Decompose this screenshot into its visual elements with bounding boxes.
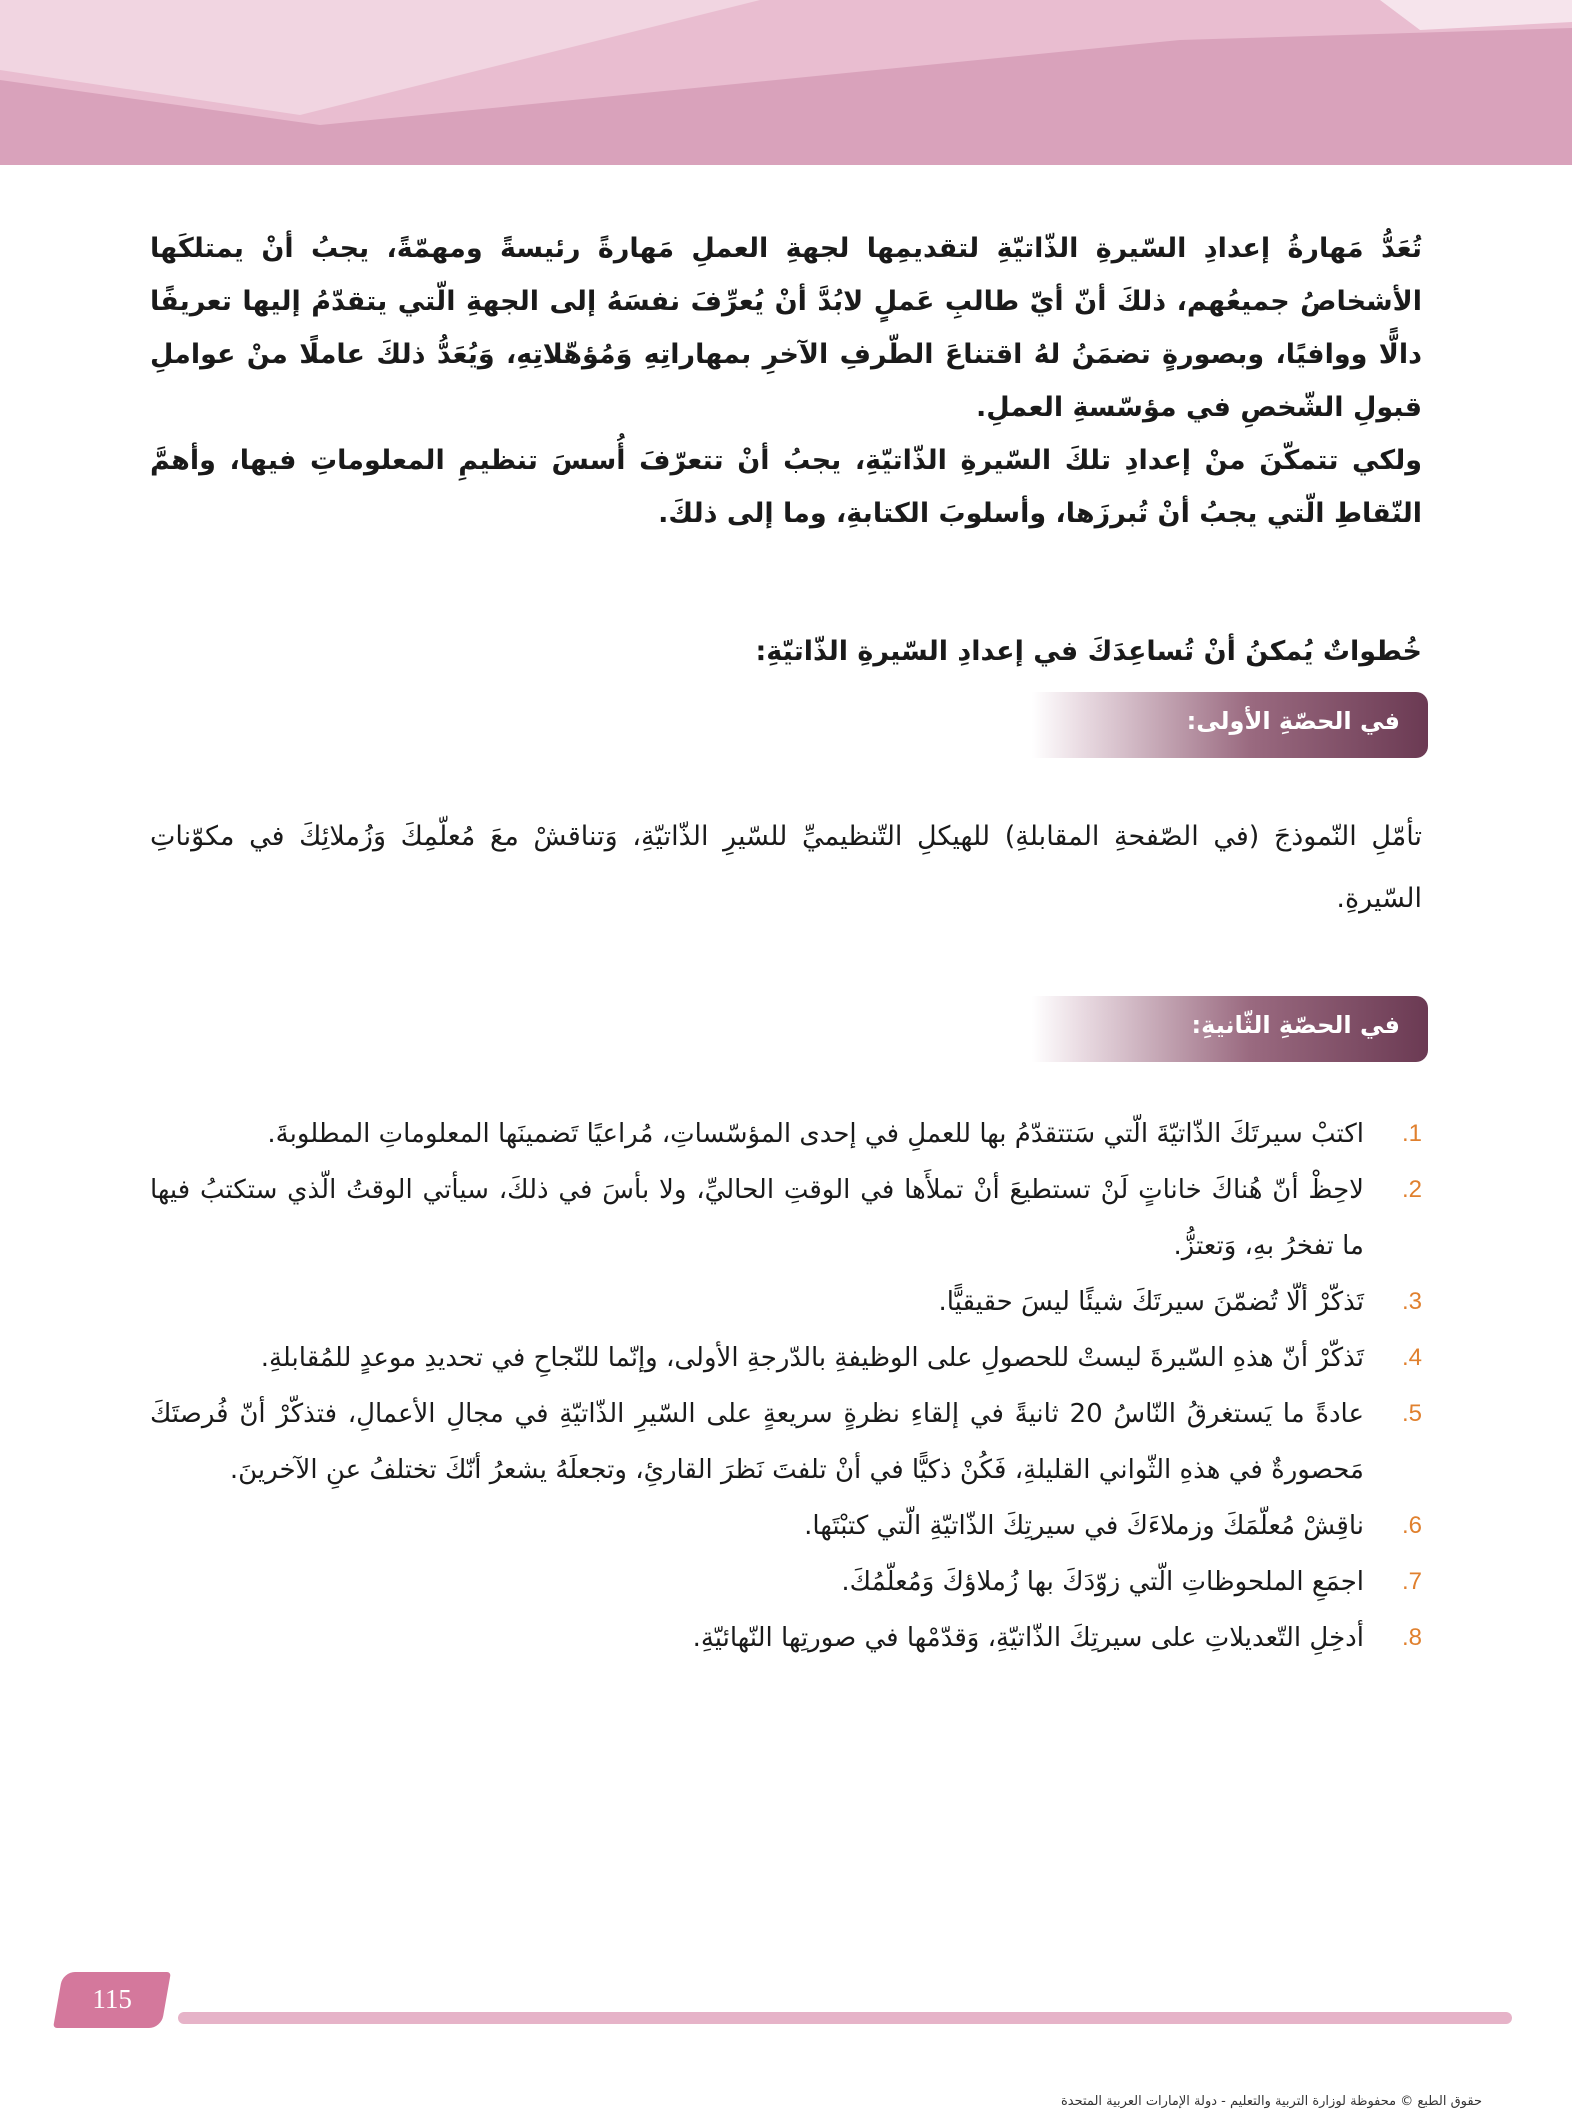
list-item	[150, 1106, 1422, 1162]
session-1-banner	[1032, 692, 1428, 758]
copyright-notice: حقوق الطبع © محفوظة لوزارة التربية والتعليم - دولة الإمارات العربية المتحدة	[1060, 2094, 1482, 2109]
intro-section	[150, 222, 1422, 540]
page-number-badge	[53, 1972, 171, 2028]
session-2-label: في الحصّةِ الثّانيةِ:	[1191, 1011, 1400, 1039]
item-text: اكتبْ سيرتَكَ الذّاتيّةَ الّتي سَتتقدّمُ بها للعملِ في إحدى المؤسّساتِ، مُراعيًا تَضمينَها المعلوماتِ المطلوبةَ.	[267, 1119, 1364, 1149]
item-text: عادةً ما يَستغرقُ النّاسُ 20 ثانيةً في إلقاءِ نظرةٍ سريعةٍ على السّيرِ الذّاتيّةِ في مجالِ الأعمالِ، فتذكّرْ أنّ فُرصتَكَ مَحصورةٌ في هذهِ الثّواني القليلةِ، فَكُنْ ذكيًّا في أنْ تلفتَ نَظرَ القارئِ، وتجعلَهُ يشعرُ أنّكَ تختلفُ عنِ الآخرينَ.	[150, 1399, 1364, 1485]
intro-paragraph-2: ولكي تتمكّنَ منْ إعدادِ تلكَ السّيرةِ الذّاتيّةِ، يجبُ أنْ تتعرّفَ أُسسَ تنظيمِ المعلوماتِ فيها، وأهمَّ النّقاطِ الّتي يجبُ أنْ تُبرزَها، وأسلوبَ الكتابةِ، وما إلى ذلكَ.	[150, 445, 1422, 529]
item-text: ناقِشْ مُعلّمَكَ وزملاءَكَ في سيرتِكَ الذّاتيّةِ الّتي كتبْتَها.	[804, 1511, 1364, 1541]
list-item	[150, 1330, 1422, 1386]
list-item	[150, 1274, 1422, 1330]
item-number: 7.	[1401, 1568, 1422, 1595]
header-decoration	[0, 0, 1572, 165]
item-number: 4.	[1401, 1344, 1422, 1371]
session-2-steps-list	[150, 1106, 1422, 1666]
steps-title: خُطواتٌ يُمكنُ أنْ تُساعِدَكَ في إعدادِ السّيرةِ الذّاتيّةِ:	[755, 636, 1422, 667]
item-number: 8.	[1401, 1624, 1422, 1651]
item-text: اجمَعِ الملحوظاتِ الّتي زوّدَكَ بها زُملاؤكَ وَمُعلّمُكَ.	[841, 1567, 1364, 1597]
intro-paragraph-1: تُعَدُّ مَهارةُ إعدادِ السّيرةِ الذّاتيّةِ لتقديمِها لجهةِ العملِ مَهارةً رئيسةً ومهمّةً، يجبُ أنْ يمتلكَها الأشخاصُ جميعُهم، ذلكَ أنّ أيّ طالبِ عَملٍ لابُدَّ أنْ يُعرِّفَ نفسَهُ إلى الجهةِ الّتي يتقدّمُ إليها تعريفًا دالًّا ووافيًا، وبصورةٍ تضمَنُ لهُ اقتناعَ الطّرفِ الآخرِ بمهاراتِهِ وَمُؤهّلاتِهِ، وَيُعَدُّ ذلكَ عاملًا منْ عواملِ قبولِ الشّخصِ في مؤسّسةِ العملِ.	[150, 233, 1422, 423]
session-1-text: تأمّلِ النّموذجَ (في الصّفحةِ المقابلةِ) للهيكلِ التّنظيميِّ للسّيرِ الذّاتيّةِ، وَتناقشْ معَ مُعلّمِكَ وَزُملائِكَ في مكوّناتِ السّيرةِ.	[150, 821, 1422, 914]
session-1-label: في الحصّةِ الأولى:	[1186, 707, 1400, 735]
list-item	[150, 1162, 1422, 1274]
list-item	[150, 1554, 1422, 1610]
item-number: 3.	[1401, 1288, 1422, 1315]
item-text: تَذكّرْ ألّا تُضمّنَ سيرتَكَ شيئًا ليسَ حقيقيًّا.	[938, 1287, 1364, 1317]
session-1-section	[150, 806, 1422, 930]
list-item	[150, 1498, 1422, 1554]
list-item	[150, 1386, 1422, 1498]
item-number: 6.	[1401, 1512, 1422, 1539]
list-item	[150, 1610, 1422, 1666]
header-band	[0, 0, 1572, 165]
session-2-banner	[1032, 996, 1428, 1062]
page-number: 115	[92, 1984, 132, 2014]
item-text: تَذكّرْ أنّ هذهِ السّيرةَ ليستْ للحصولِ على الوظيفةِ بالدّرجةِ الأولى، وإنّما للنّجاحِ في تحديدِ موعدٍ للمُقابلةِ.	[260, 1343, 1364, 1373]
item-number: 5.	[1401, 1400, 1422, 1427]
item-number: 2.	[1401, 1176, 1422, 1203]
footer-divider	[178, 2012, 1512, 2024]
item-text: لاحِظْ أنّ هُناكَ خاناتٍ لَنْ تستطيعَ أنْ تملأَها في الوقتِ الحاليِّ، ولا بأسَ في ذلكَ، سيأتي الوقتُ الّذي ستكتبُ فيها ما تفخرُ بهِ، وَتعتزُّ.	[150, 1175, 1364, 1261]
item-number: 1.	[1401, 1120, 1422, 1147]
item-text: أدخِلِ التّعديلاتِ على سيرتِكَ الذّاتيّةِ، وَقدّمْها في صورتِها النّهائيّةِ.	[692, 1623, 1364, 1653]
